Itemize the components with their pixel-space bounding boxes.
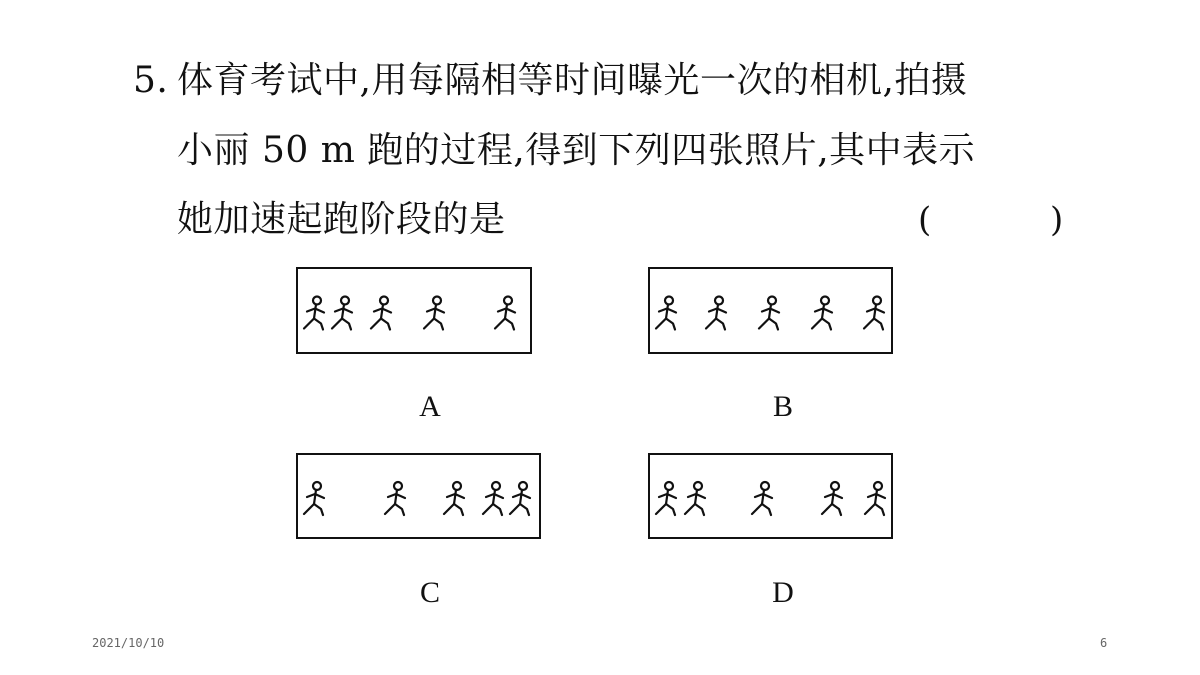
runner-figure-icon <box>495 297 515 330</box>
runner-figure-icon <box>656 482 676 515</box>
runner-figure-icon <box>864 297 884 330</box>
photo-option-c <box>296 453 541 539</box>
question-number: 5. <box>133 60 169 101</box>
runner-figure-icon <box>822 482 842 515</box>
footer-date: 2021/10/10 <box>92 636 165 650</box>
answer-paren-open: ( <box>918 200 932 240</box>
runner-figure-icon <box>424 297 444 330</box>
footer-page-number: 6 <box>1100 636 1108 650</box>
runner-figure-icon <box>812 297 832 330</box>
photo-option-b <box>648 267 893 354</box>
option-label-a[interactable]: A <box>419 390 441 423</box>
option-label-d[interactable]: D <box>772 576 794 609</box>
question-text-1: 体育考试中,用每隔相等时间曝光一次的相机,拍摄 <box>177 60 968 101</box>
photo-option-d <box>648 453 893 539</box>
question-line-1 <box>133 61 967 101</box>
runner-figures-a <box>298 269 534 356</box>
runner-figure-icon <box>656 297 676 330</box>
runner-figure-icon <box>706 297 726 330</box>
runner-figure-icon <box>759 297 779 330</box>
runner-figure-icon <box>332 297 352 330</box>
runner-figure-icon <box>304 482 324 515</box>
answer-paren-close: ) <box>1050 200 1064 240</box>
runner-figure-icon <box>385 482 405 515</box>
runner-figure-icon <box>510 482 530 515</box>
question-line-3: 她加速起跑阶段的是 <box>177 199 506 240</box>
question-line-2: 小丽 50 m 跑的过程,得到下列四张照片,其中表示 <box>177 130 976 171</box>
runner-figures-d <box>650 455 895 541</box>
runner-figure-icon <box>304 297 324 330</box>
runner-figure-icon <box>685 482 705 515</box>
runner-figure-icon <box>371 297 391 330</box>
runner-figures-b <box>650 269 895 356</box>
runner-figures-c <box>298 455 543 541</box>
runner-figure-icon <box>752 482 772 515</box>
runner-figure-icon <box>483 482 503 515</box>
runner-figure-icon <box>444 482 464 515</box>
photo-option-a <box>296 267 532 354</box>
option-label-b[interactable]: B <box>772 390 793 423</box>
option-label-c[interactable]: C <box>419 576 440 609</box>
runner-figure-icon <box>865 482 885 515</box>
